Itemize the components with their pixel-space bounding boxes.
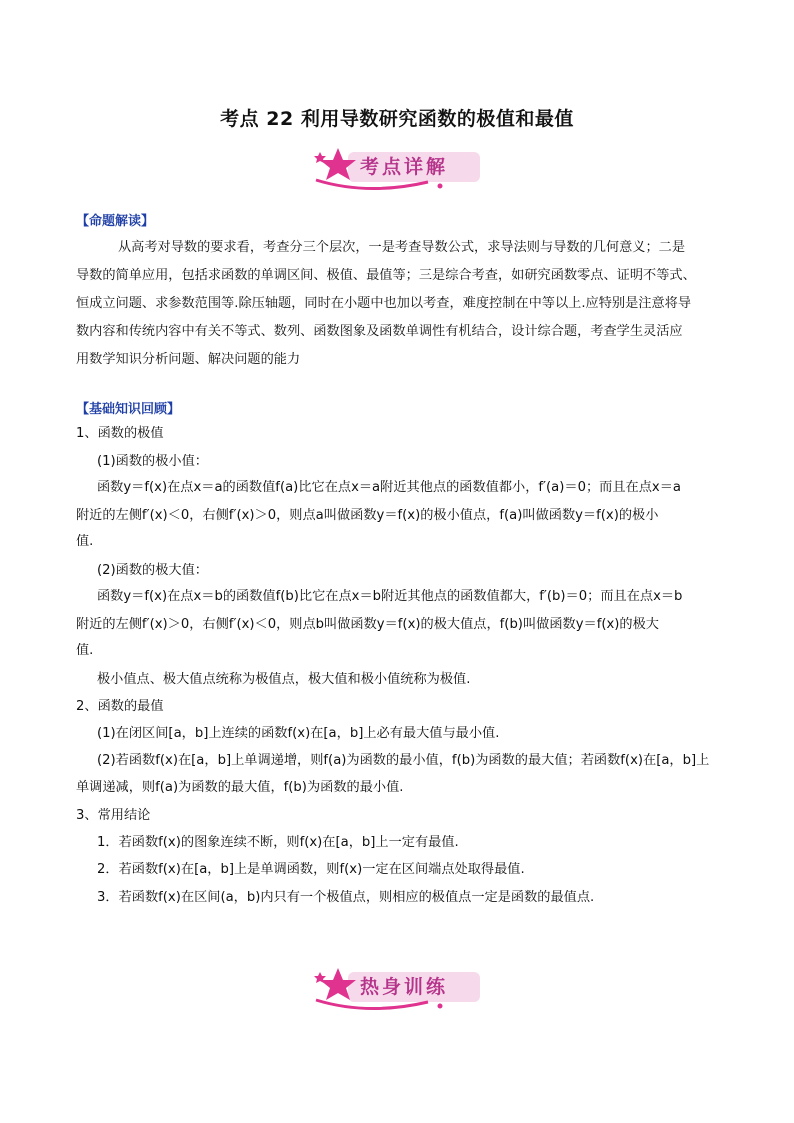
- subheading-minimum: (1)函数的极小值：: [97, 454, 208, 469]
- maximum-line-3: 值.: [76, 643, 94, 658]
- conclusion-item-3: 3．若函数f(x)在区间(a，b)内只有一个极值点，则相应的极值点一定是函数的最值点.: [97, 890, 595, 905]
- extrema-summary: 极小值点、极大值点统称为极值点，极大值和极小值统称为极值.: [97, 672, 471, 687]
- minimum-line-1: 函数y＝f(x)在点x＝a的函数值f(a)比它在点x＝a附近其他点的函数值都小，f′(a)＝0；而且在点x＝a: [97, 480, 681, 495]
- minimum-line-3: 值.: [76, 534, 94, 549]
- conclusion-item-1: 1．若函数f(x)的图象连续不断，则f(x)在[a，b]上一定有最值.: [97, 835, 459, 850]
- subheading-maximum: (2)函数的极大值：: [97, 563, 208, 578]
- page-title: 考点 22 利用导数研究函数的极值和最值: [220, 108, 574, 130]
- interpret-line-5: 用数学知识分析问题、解决问题的能力: [76, 352, 301, 367]
- subheading-conclusions: 3、常用结论: [76, 808, 151, 823]
- interpret-line-4: 数内容和传统内容中有关不等式、数列、函数图象及函数单调性有机结合，设计综合题，考查学生灵活应: [76, 324, 683, 339]
- maxmin-line-2: (2)若函数f(x)在[a，b]上单调递增，则f(a)为函数的最小值，f(b)为函数的最大值；若函数f(x)在[a，b]上: [97, 753, 710, 768]
- banner-text: 考点详解: [360, 156, 449, 178]
- maxmin-line-1: (1)在闭区间[a，b]上连续的函数f(x)在[a，b]上必有最大值与最小值.: [97, 726, 500, 741]
- section-heading-basics: 【基础知识回顾】: [76, 402, 181, 417]
- interpret-line-2: 导数的简单应用，包括求函数的单调区间、极值、最值等；三是综合考查，如研究函数零点、证明不等式、: [76, 268, 696, 283]
- subheading-max-min: 2、函数的最值: [76, 699, 164, 714]
- section-heading-interpret: 【命题解读】: [76, 214, 155, 229]
- minimum-line-2: 附近的左侧f′(x)＜0，右侧f′(x)＞0，则点a叫做函数y＝f(x)的极小值点，f(a)叫做函数y＝f(x)的极小: [76, 508, 659, 523]
- maximum-line-2: 附近的左侧f′(x)＞0，右侧f′(x)＜0，则点b叫做函数y＝f(x)的极大值点，f(b)叫做函数y＝f(x)的极大: [76, 617, 659, 632]
- conclusion-item-2: 2．若函数f(x)在[a，b]上是单调函数，则f(x)一定在区间端点处取得最值.: [97, 862, 525, 877]
- maximum-line-1: 函数y＝f(x)在点x＝b的函数值f(b)比它在点x＝b附近其他点的函数值都大，f′(b)＝0；而且在点x＝b: [97, 589, 683, 604]
- banner-explain: [308, 146, 488, 196]
- interpret-line-1: 从高考对导数的要求看，考查分三个层次，一是考查导数公式，求导法则与导数的几何意义；二是: [118, 240, 686, 255]
- interpret-line-3: 恒成立问题、求参数范围等.除压轴题，同时在小题中也加以考查，难度控制在中等以上.应特别是注意将导: [76, 296, 692, 311]
- maxmin-line-3: 单调递减，则f(a)为函数的最大值，f(b)为函数的最小值.: [76, 780, 404, 795]
- banner-warmup: [308, 966, 488, 1016]
- subheading-extrema: 1、函数的极值: [76, 426, 164, 441]
- banner-text: 热身训练: [360, 976, 449, 998]
